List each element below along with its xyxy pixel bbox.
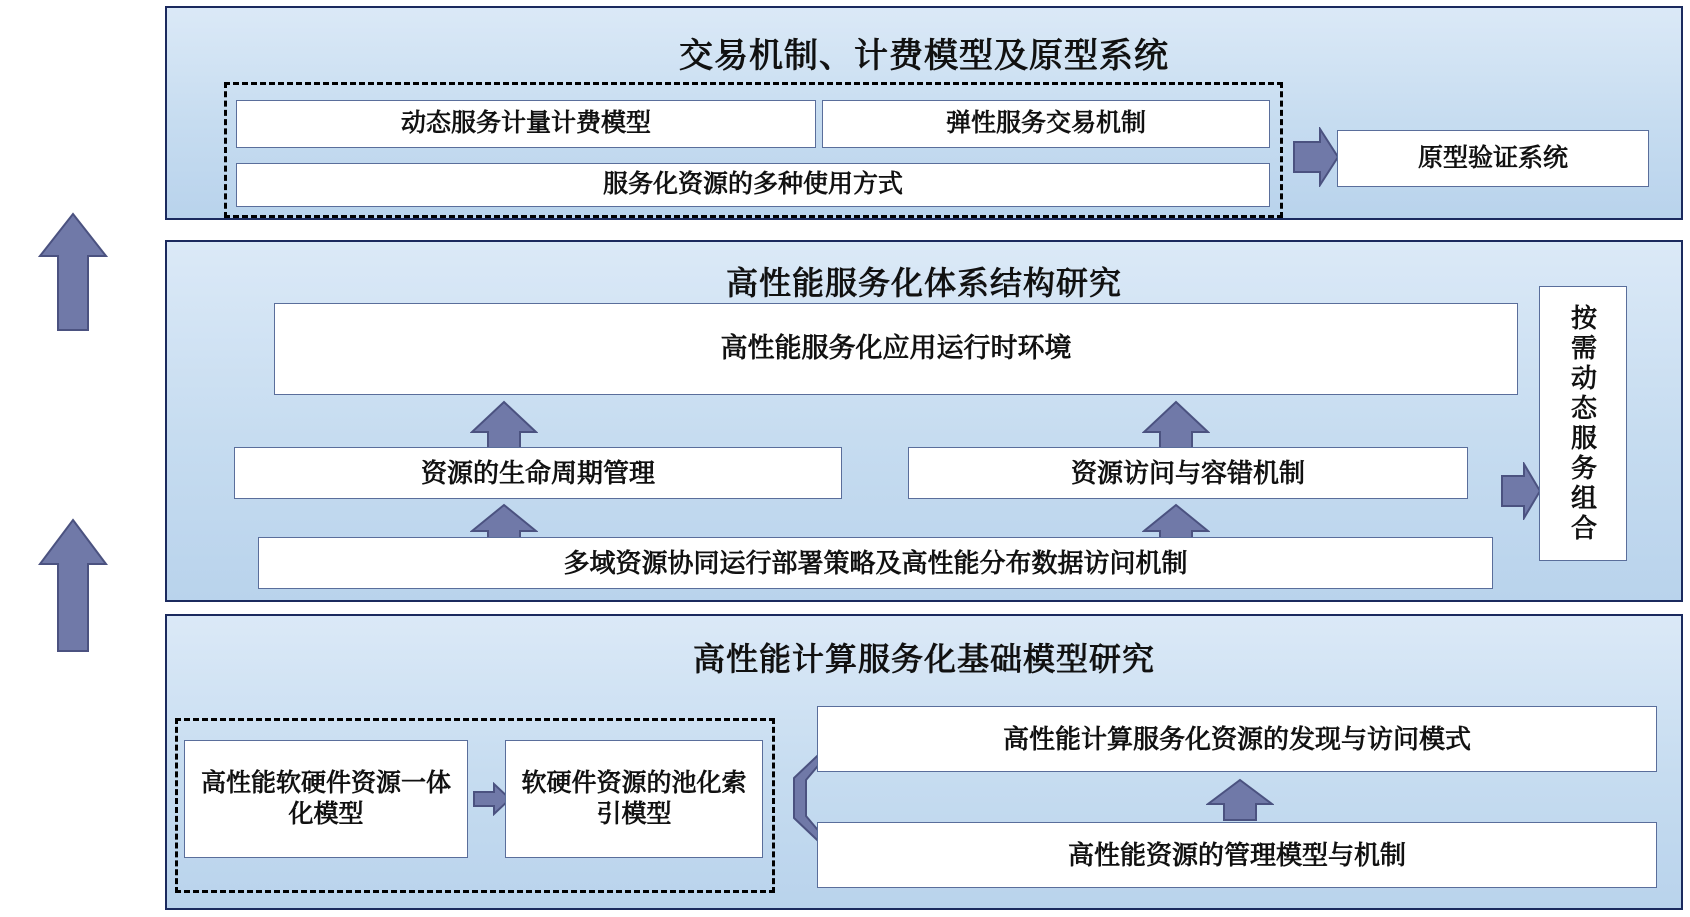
arrow-top-to-prototype (1292, 127, 1340, 187)
box-resource-usage[interactable]: 服务化资源的多种使用方式 (236, 163, 1270, 207)
box-ondemand-composition[interactable]: 按需动态服务组合 (1539, 286, 1627, 561)
box-billing-model[interactable]: 动态服务计量计费模型 (236, 100, 816, 148)
box-discovery-access[interactable]: 高性能计算服务化资源的发现与访问模式 (817, 706, 1657, 772)
box-runtime-env[interactable]: 高性能服务化应用运行时环境 (274, 303, 1518, 395)
panel-title-middle: 高性能服务化体系结构研究 (725, 265, 1122, 301)
arrow-management-to-discovery (1206, 778, 1274, 822)
arrow-access-to-runtime (1142, 400, 1210, 452)
box-lifecycle[interactable]: 资源的生命周期管理 (234, 447, 842, 499)
panel-title-top: 交易机制、计费模型及原型系统 (679, 37, 1169, 75)
box-multidomain[interactable]: 多域资源协同运行部署策略及高性能分布数据访问机制 (258, 537, 1493, 589)
box-management-model[interactable]: 高性能资源的管理模型与机制 (817, 822, 1657, 888)
panel-title-bottom: 高性能计算服务化基础模型研究 (692, 641, 1155, 677)
box-trade-mechanism[interactable]: 弹性服务交易机制 (822, 100, 1270, 148)
arrow-lifecycle-to-runtime (470, 400, 538, 452)
arrow-middle-to-ondemand (1500, 462, 1542, 520)
left-lower-up-arrow (38, 518, 108, 653)
left-upper-up-arrow (38, 212, 108, 332)
box-access-fault[interactable]: 资源访问与容错机制 (908, 447, 1468, 499)
box-pool-index-model[interactable]: 软硬件资源的池化索引模型 (505, 740, 763, 858)
box-integrated-model[interactable]: 高性能软硬件资源一体化模型 (184, 740, 468, 858)
box-prototype-system[interactable]: 原型验证系统 (1337, 130, 1649, 187)
